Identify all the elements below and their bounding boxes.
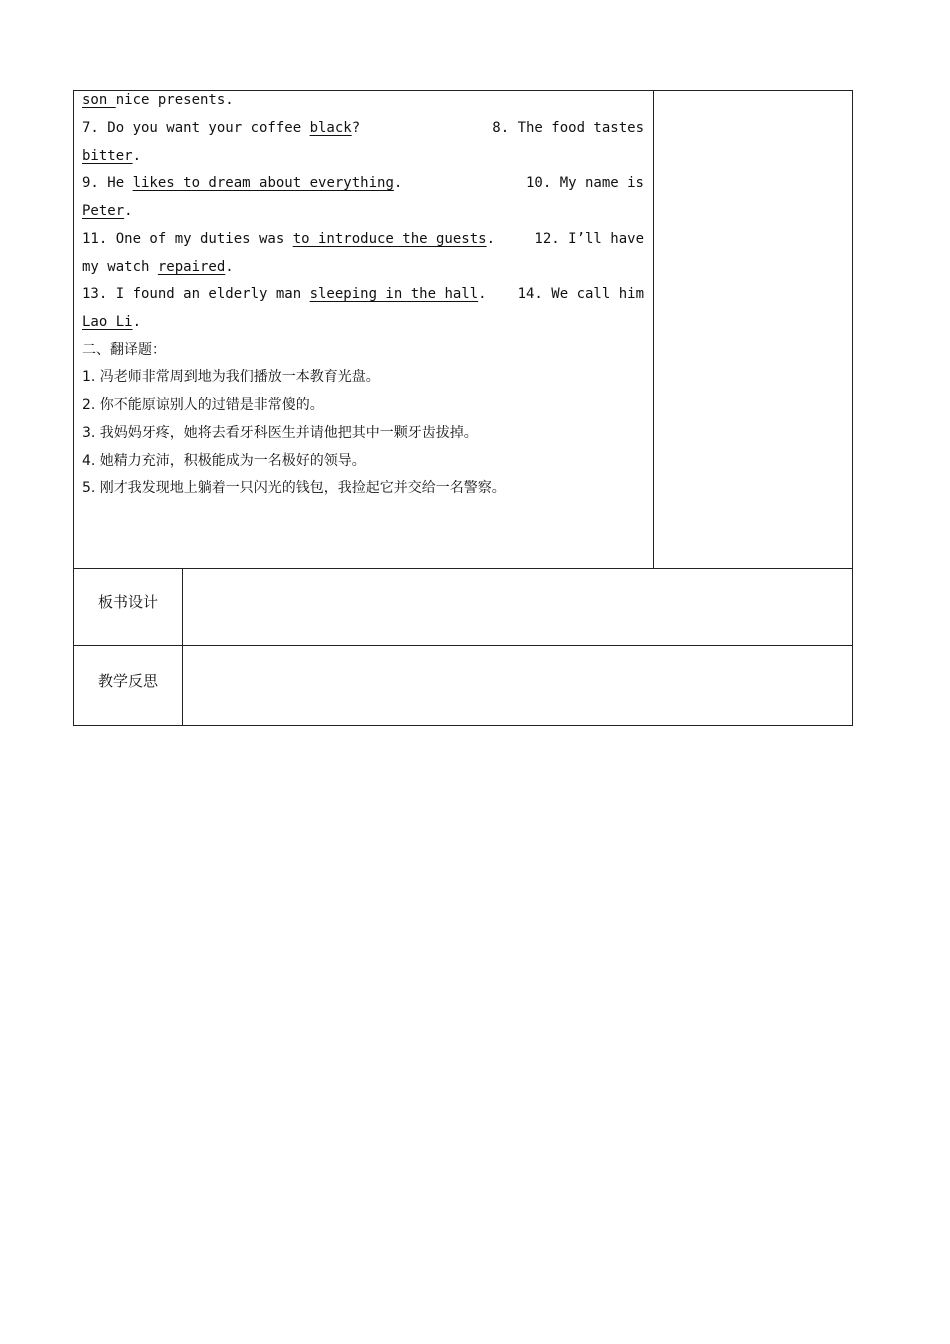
translation-item: 4. 她精力充沛，积极能成为一名极好的领导。 [82,453,366,469]
translation-item: 5. 刚才我发现地上躺着一只闪光的钱包，我捡起它并交给一名警察。 [82,480,506,496]
translation-item: 1. 冯老师非常周到地为我们播放一本教育光盘。 [82,369,380,385]
exercise-line: 7. Do you want your coffee black? 8. The food tastes [82,120,644,136]
answer-underline: son [82,92,116,108]
exercise-line: 11. One of my duties was to introduce the guests. 12. I’ll have [82,231,644,247]
board-design-label: 板书设计 [97,593,158,611]
translation-item: 3. 我妈妈牙疼，她将去看牙科医生并请他把其中一颗牙齿拔掉。 [82,425,478,441]
answer-underline: repaired [157,259,226,275]
answer-underline: to introduce the guests [292,231,487,247]
answer-underline: black [309,120,352,136]
exercise-line: 13. I found an elderly man sleeping in the hall. 14. We call him [82,286,644,302]
row-divider-2 [73,645,853,646]
translation-heading: 二、翻译题： [82,342,166,358]
row-divider-1 [73,568,853,569]
translation-item: 2. 你不能原谅别人的过错是非常傻的。 [82,397,324,413]
answer-underline: bitter [82,148,133,164]
right-column-divider [653,90,654,569]
exercise-line: Peter. [82,203,133,219]
exercise-line: son nice presents. [82,92,234,108]
teaching-reflection-label: 教学反思 [97,672,158,690]
exercise-line: my watch repaired. [82,259,234,275]
exercise-line: 9. He likes to dream about everything. 10. My name is [82,175,644,191]
answer-underline: likes to dream about everything [132,175,394,191]
answer-underline: Lao Li [82,314,133,330]
answer-underline: Peter [82,203,125,219]
exercise-line: Lao Li. [82,314,142,330]
exercise-line: bitter. [82,148,142,164]
answer-underline: sleeping in the hall [309,286,479,302]
